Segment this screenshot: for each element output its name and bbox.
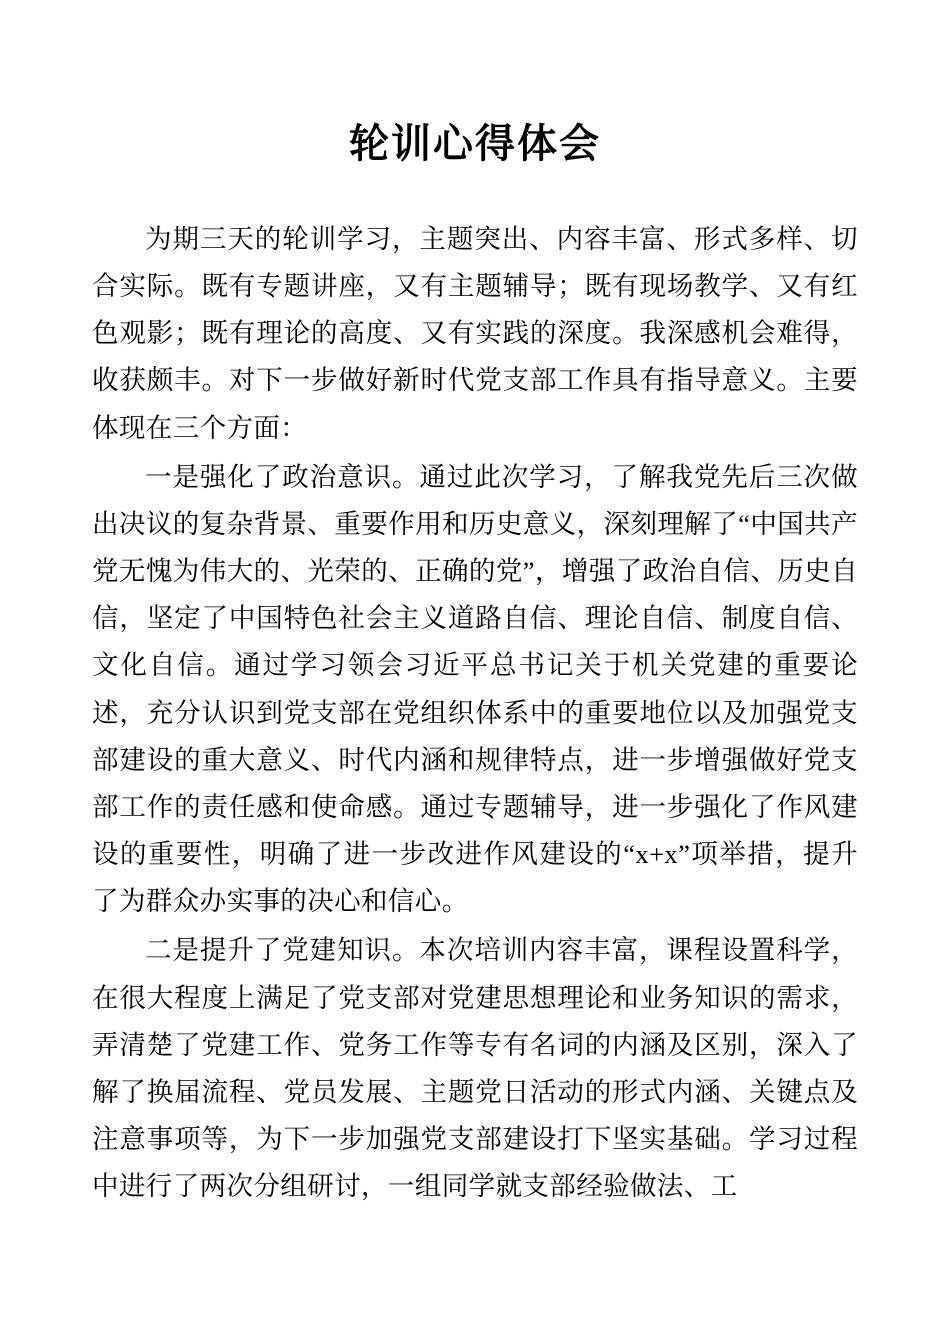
paragraph-1: 为期三天的轮训学习，主题突出、内容丰富、形式多样、切合实际。既有专题讲座，又有主题辅导；既有现场教学、又有红色观影；既有理论的高度、又有实践的深度。我深感机会难得，收获颇丰。对下一步做好新时代党支部工作具有指导意义。主要体现在三个方面： (92, 224, 858, 443)
paragraph-3: 二是提升了党建知识。本次培训内容丰富，课程设置科学，在很大程度上满足了党支部对党建思想理论和业务知识的需求，弄清楚了党建工作、党务工作等专有名词的内涵及区别，深入了解了换届流程、党员发展、主题党日活动的形式内涵、关键点及注意事项等，为下一步加强党支部建设打下坚实基础。学习过程中进行了两次分组研讨，一组同学就支部经验做法、工 (92, 935, 858, 1202)
page-title: 轮训心得体会 (349, 120, 601, 167)
document-body (92, 216, 858, 1210)
paragraph-2: 一是强化了政治意识。通过此次学习，了解我党先后三次做出决议的复杂背景、重要作用和历史意义，深刻理解了“中国共产党无愧为伟大的、光荣的、正确的党”，增强了政治自信、历史自信，坚定了中国特色社会主义道路自信、理论自信、制度自信、文化自信。通过学习领会习近平总书记关于机关党建的重要论述，充分认识到党支部在党组织体系中的重要地位以及加强党支部建设的重大意义、时代内涵和规律特点，进一步增强做好党支部工作的责任感和使命感。通过专题辅导，进一步强化了作风建设的重要性，明确了进一步改进作风建设的“x+x”项举措，提升了为群众办实事的决心和信心。 (92, 461, 858, 917)
